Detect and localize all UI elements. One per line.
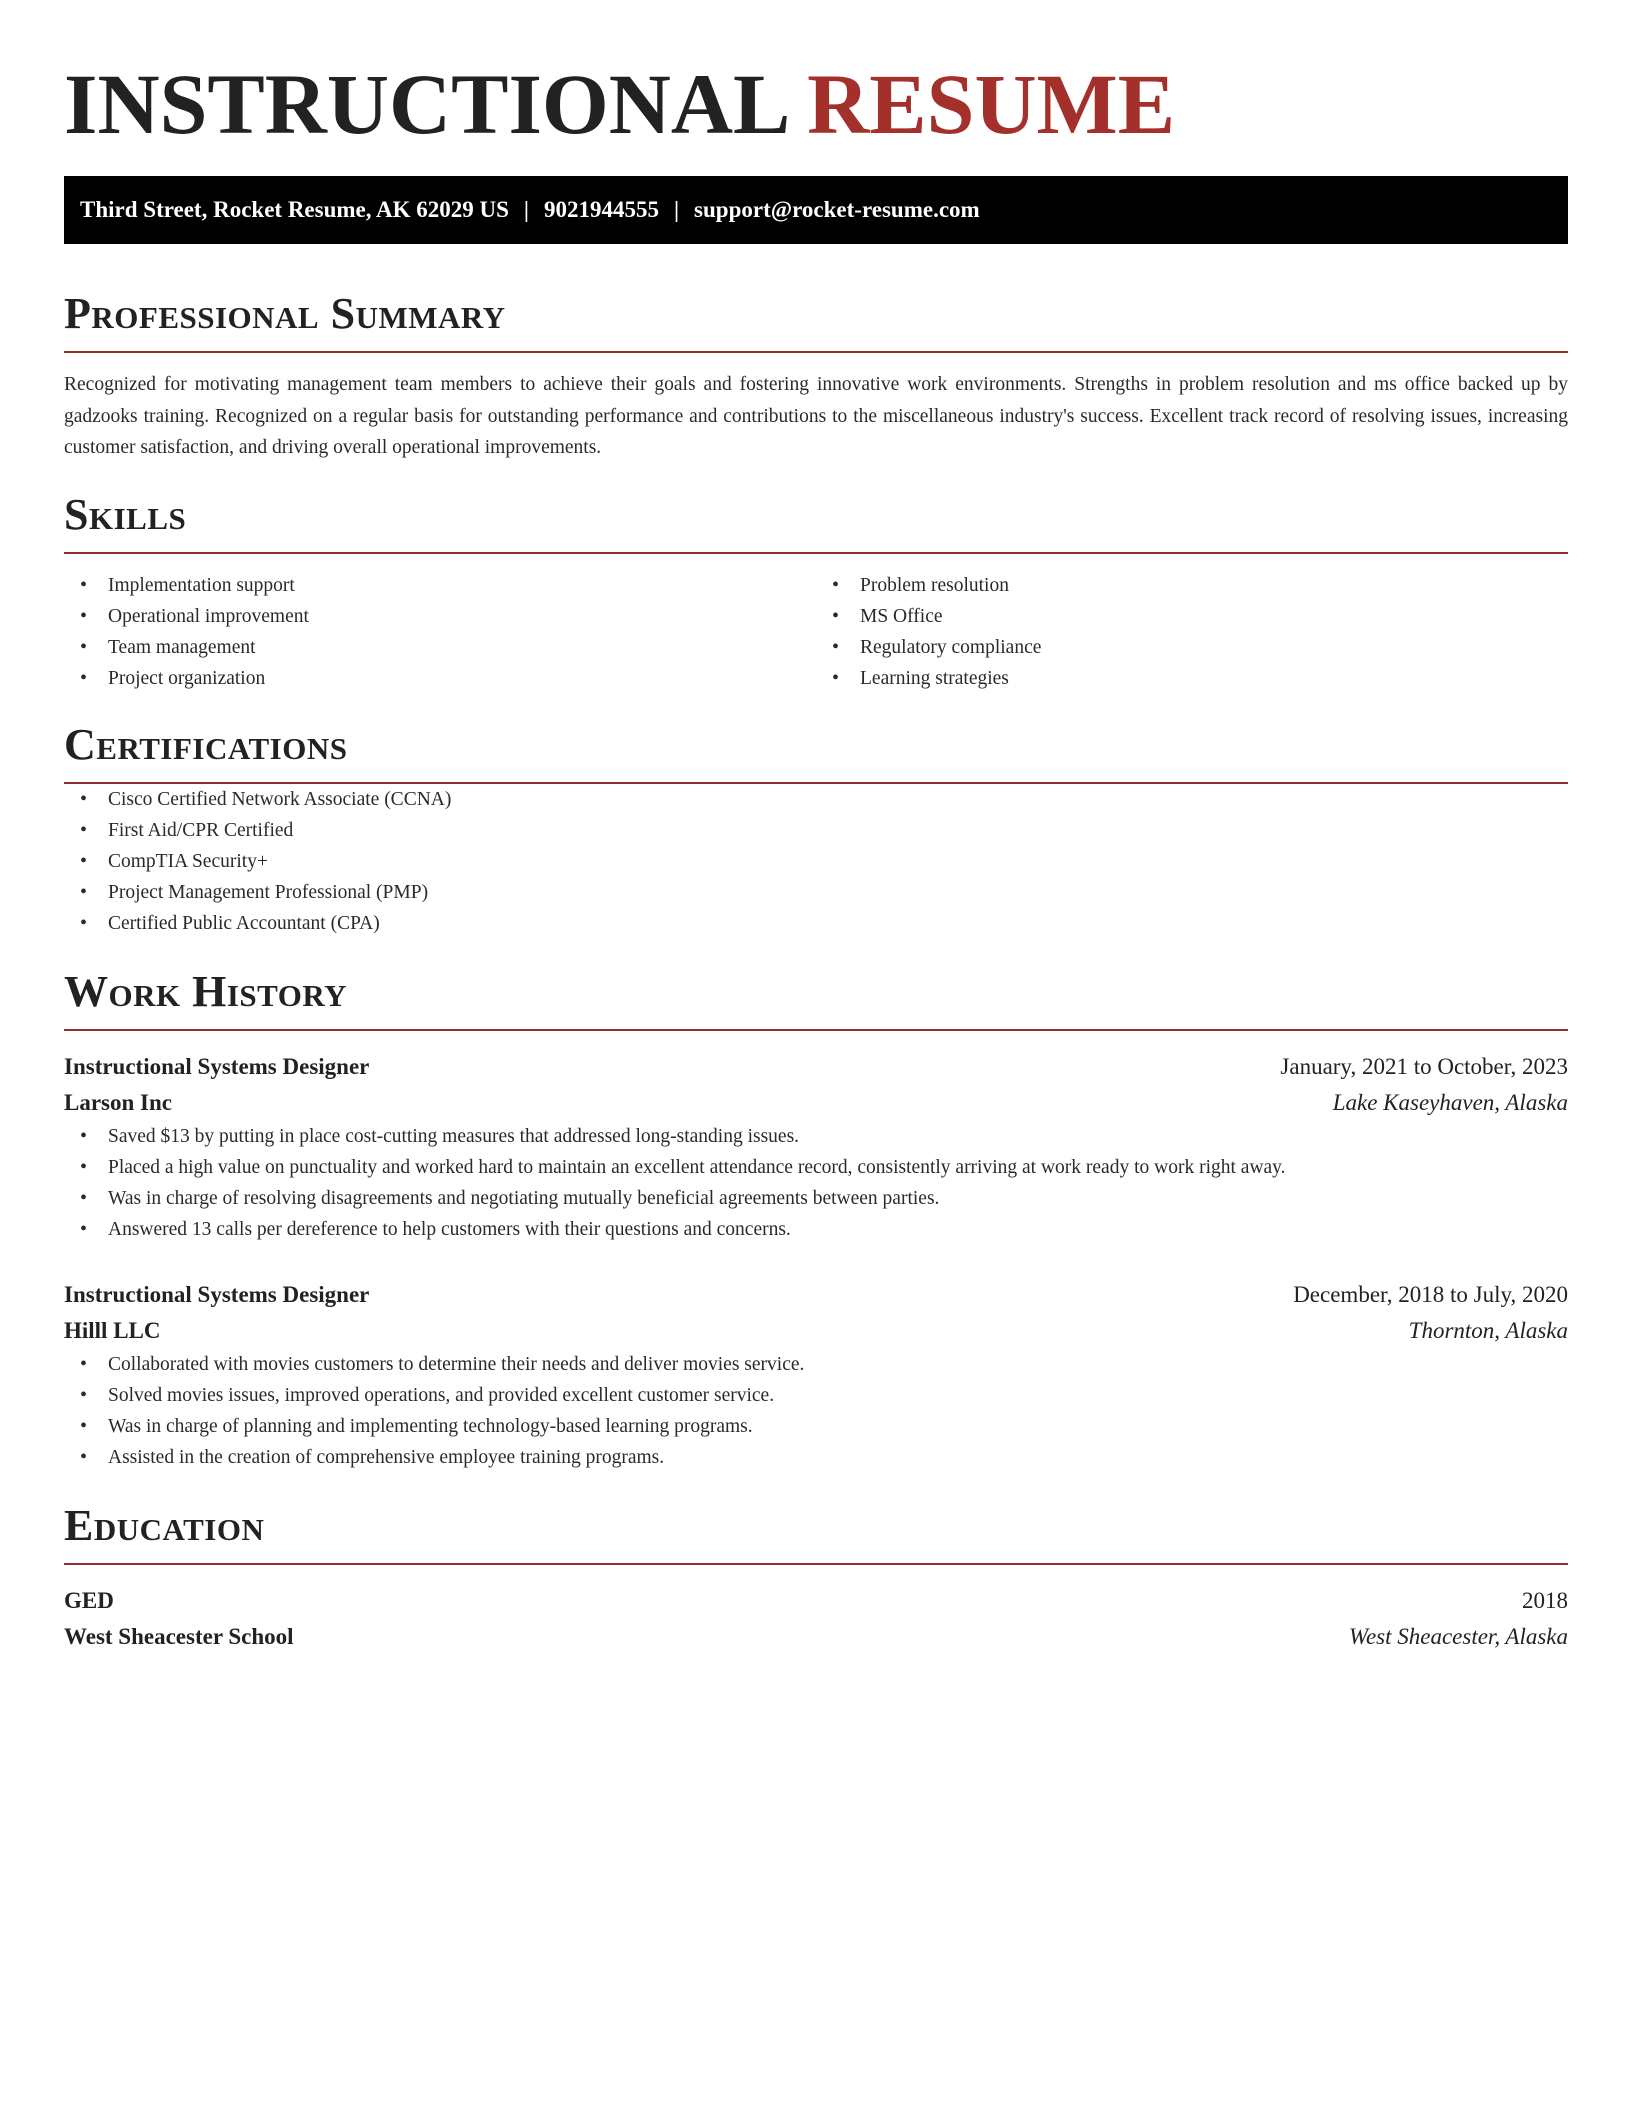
title-second-word: RESUME [807, 56, 1176, 152]
job-bullet: • Placed a high value on punctuality and worked hard to maintain an excellent attendance record, consistently arriving at work ready to work right away. [64, 1152, 1568, 1183]
section-heading-summary: Professional Summary [64, 289, 506, 338]
job-company: Hilll LLC [64, 1317, 161, 1343]
job-bullet-list [64, 1349, 1568, 1473]
job-bullet: • Solved movies issues, improved operations, and provided excellent customer service. [64, 1380, 1568, 1411]
title-first-word: INSTRUCTIONAL [64, 56, 786, 152]
job-location: Lake Kaseyhaven, Alaska [1332, 1089, 1568, 1115]
skill-item: • Team management [64, 632, 816, 663]
skills-grid [64, 570, 1568, 694]
education-year: 2018 [1522, 1587, 1568, 1613]
skill-item: • Learning strategies [816, 663, 1568, 694]
skill-item: • Regulatory compliance [816, 632, 1568, 663]
skills-section [64, 490, 1568, 694]
section-heading-work-history: Work History [64, 966, 348, 1016]
education-section [64, 1501, 1568, 1655]
job-title: Instructional Systems Designer [64, 1281, 370, 1307]
certification-item: • Project Management Professional (PMP) [64, 877, 1568, 908]
job-bullet: • Saved $13 by putting in place cost-cutting measures that addressed long-standing issues. [64, 1121, 1568, 1152]
certification-item: • Cisco Certified Network Associate (CCNA) [64, 784, 1568, 815]
job-bullet: • Collaborated with movies customers to determine their needs and deliver movies service. [64, 1349, 1568, 1380]
job-header-row [64, 1277, 1568, 1313]
certification-item: • First Aid/CPR Certified [64, 815, 1568, 846]
job-dates: December, 2018 to July, 2020 [1293, 1281, 1568, 1307]
job-location: Thornton, Alaska [1408, 1317, 1568, 1343]
certification-item: • Certified Public Accountant (CPA) [64, 908, 1568, 939]
section-divider [64, 1563, 1568, 1565]
skill-item: • Operational improvement [64, 601, 816, 632]
job-entry [64, 1049, 1568, 1245]
job-title: Instructional Systems Designer [64, 1053, 370, 1079]
job-bullet: • Assisted in the creation of comprehensive employee training programs. [64, 1442, 1568, 1473]
skills-column-left [64, 570, 816, 694]
section-heading-skills: Skills [64, 489, 187, 539]
skill-item: • MS Office [816, 601, 1568, 632]
section-divider [64, 1029, 1568, 1031]
education-header-row [64, 1583, 1568, 1619]
section-divider [64, 552, 1568, 554]
contact-email[interactable]: support@rocket-resume.com [694, 197, 980, 222]
summary-text: Recognized for motivating management team members to achieve their goals and fostering innovative work environments. Strengths in problem resolution and ms office backed up by gadzooks training. Recognized on a regular basis for outstanding performance and contributions to the miscellaneous industry's success. Excellent track record of resolving issues, increasing customer satisfaction, and driving overall operational improvements. [64, 374, 1568, 458]
education-entry [64, 1583, 1568, 1655]
job-company-row [64, 1085, 1568, 1121]
job-bullet: • Was in charge of resolving disagreements and negotiating mutually beneficial agreements between parties. [64, 1183, 1568, 1214]
skill-item: • Problem resolution [816, 570, 1568, 601]
skills-list-left [64, 570, 816, 694]
skills-list-right [816, 570, 1568, 694]
contact-separator: | [673, 197, 680, 222]
job-entry [64, 1277, 1568, 1473]
contact-phone: 9021944555 [543, 197, 659, 222]
work-history-section [64, 967, 1568, 1473]
job-company-row [64, 1313, 1568, 1349]
resume-title [64, 0, 1568, 150]
section-heading-certifications: Certifications [64, 719, 348, 769]
job-bullet-list [64, 1121, 1568, 1245]
job-bullet: • Was in charge of planning and implementing technology-based learning programs. [64, 1411, 1568, 1442]
education-school: West Sheacester School [64, 1623, 294, 1649]
contact-address: Third Street, Rocket Resume, AK 62029 US [80, 197, 509, 222]
education-school-row [64, 1619, 1568, 1655]
job-company: Larson Inc [64, 1089, 172, 1115]
certification-item: • CompTIA Security+ [64, 846, 1568, 877]
education-degree: GED [64, 1587, 114, 1613]
summary-section [64, 289, 1568, 464]
certifications-section [64, 720, 1568, 939]
section-heading-education: Education [64, 1500, 265, 1550]
contact-separator: | [523, 197, 529, 222]
certifications-list [64, 784, 1568, 939]
job-dates: January, 2021 to October, 2023 [1280, 1053, 1568, 1079]
skill-item: • Project organization [64, 663, 816, 694]
skill-item: • Implementation support [64, 570, 816, 601]
job-bullet: • Answered 13 calls per dereference to help customers with their questions and concerns. [64, 1214, 1568, 1245]
education-location: West Sheacester, Alaska [1348, 1623, 1568, 1649]
job-header-row [64, 1049, 1568, 1085]
skills-column-right [816, 570, 1568, 694]
section-divider [64, 351, 1568, 353]
contact-bar [64, 176, 1568, 244]
